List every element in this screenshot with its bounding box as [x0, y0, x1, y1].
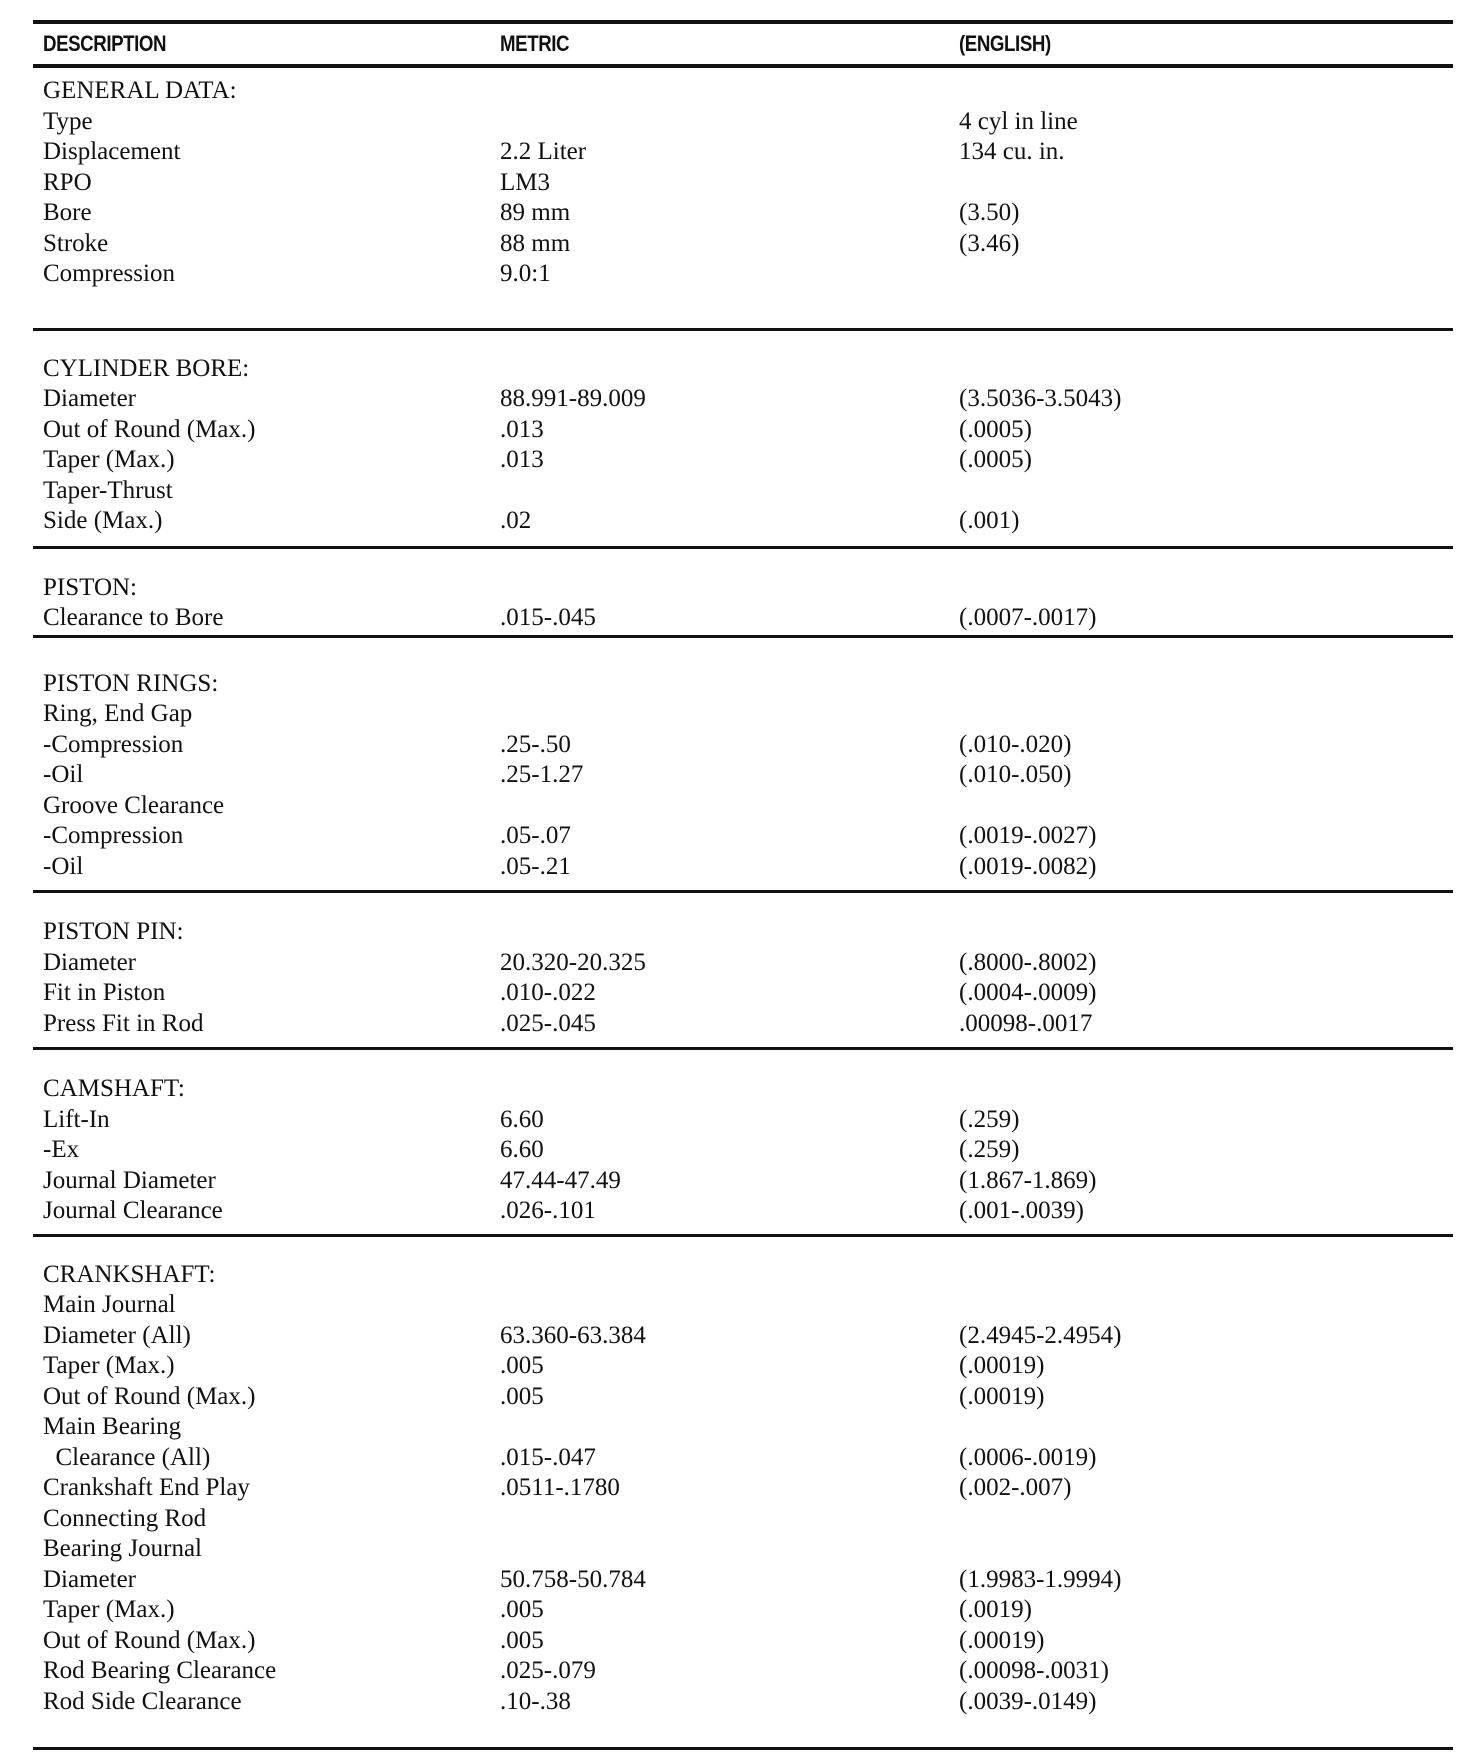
description-cell: Bearing Journal — [43, 1535, 202, 1562]
english-cell: (.0007-.0017) — [959, 604, 1097, 631]
metric-cell: 50.758-50.784 — [500, 1565, 646, 1593]
metric-cell: .02 — [500, 507, 532, 534]
spec-section — [33, 893, 1453, 1050]
metric-cell: LM3 — [500, 168, 550, 196]
description-cell: Rod Side Clearance — [43, 1687, 242, 1715]
description-cell: Ring, End Gap — [43, 700, 193, 727]
description-cell: Press Fit in Rod — [43, 1009, 204, 1037]
english-cell: (.0004-.0009) — [959, 979, 1097, 1006]
section-title-text: CAMSHAFT: — [43, 1075, 185, 1102]
english-cell: (.001) — [959, 507, 1020, 534]
metric-cell: .005 — [500, 1382, 544, 1410]
spec-section — [33, 1050, 1453, 1237]
description-cell: Taper-Thrust — [43, 476, 173, 504]
metric-cell: .013 — [500, 415, 544, 443]
description-cell: RPO — [43, 168, 92, 196]
english-cell: (.002-.007) — [959, 1474, 1072, 1501]
table-row — [33, 1565, 1453, 1596]
section-title-text: GENERAL DATA: — [43, 77, 237, 104]
description-cell: Main Bearing — [43, 1413, 182, 1440]
description-cell: Taper (Max.) — [43, 1596, 175, 1623]
section-title-text: CYLINDER BORE: — [43, 354, 250, 382]
section-title — [33, 354, 1453, 385]
table-row — [33, 107, 1453, 138]
description-cell: -Compression — [43, 730, 184, 758]
table-row — [33, 1382, 1453, 1413]
table-row — [33, 1595, 1453, 1626]
english-cell: (.259) — [959, 1136, 1020, 1163]
specifications-table — [33, 20, 1453, 1750]
english-cell: (2.4945-2.4954) — [959, 1321, 1122, 1349]
english-cell: (.010-.020) — [959, 730, 1072, 758]
metric-cell: .0511-.1780 — [500, 1474, 620, 1501]
metric-cell: 89 mm — [500, 199, 571, 226]
description-cell: Main Journal — [43, 1291, 176, 1318]
description-cell: Journal Diameter — [43, 1166, 216, 1194]
description-cell: Side (Max.) — [43, 507, 163, 534]
table-row — [33, 1412, 1453, 1443]
english-cell: (.259) — [959, 1105, 1020, 1133]
description-cell: Diameter — [43, 948, 137, 976]
english-cell: 4 cyl in line — [959, 107, 1078, 135]
metric-cell: 88 mm — [500, 229, 571, 257]
description-cell: Out of Round (Max.) — [43, 1382, 256, 1410]
table-row — [33, 137, 1453, 168]
metric-cell: 20.320-20.325 — [500, 948, 646, 976]
english-cell: (.0006-.0019) — [959, 1443, 1097, 1471]
description-cell: -Oil — [43, 761, 84, 788]
table-row — [33, 760, 1453, 791]
description-cell: Groove Clearance — [43, 791, 225, 819]
table-row — [33, 1626, 1453, 1657]
metric-cell: .015-.045 — [500, 604, 596, 631]
english-cell: (.00019) — [959, 1382, 1045, 1410]
table-row — [33, 229, 1453, 260]
table-body — [33, 68, 1453, 1750]
section-title — [33, 1074, 1453, 1105]
table-row — [33, 1009, 1453, 1040]
metric-cell: .015-.047 — [500, 1443, 596, 1471]
description-cell: Displacement — [43, 138, 181, 165]
table-row — [33, 259, 1453, 290]
description-cell: -Oil — [43, 852, 84, 880]
metric-cell: .005 — [500, 1626, 544, 1654]
table-row — [33, 415, 1453, 446]
english-cell: (3.5036-3.5043) — [959, 385, 1122, 412]
description-cell: Crankshaft End Play — [43, 1474, 250, 1501]
english-cell: (.0019-.0082) — [959, 852, 1097, 880]
metric-cell: .005 — [500, 1352, 544, 1379]
english-cell: (.001-.0039) — [959, 1197, 1084, 1224]
description-cell: Out of Round (Max.) — [43, 1626, 256, 1654]
metric-cell: .010-.022 — [500, 979, 596, 1006]
metric-cell: .026-.101 — [500, 1197, 596, 1224]
table-row — [33, 1290, 1453, 1321]
english-cell: (1.9983-1.9994) — [959, 1565, 1122, 1593]
section-title-text: CRANKSHAFT: — [43, 1260, 216, 1288]
metric-cell: .10-.38 — [500, 1687, 571, 1715]
table-row — [33, 1135, 1453, 1166]
spec-section — [33, 549, 1453, 638]
section-title — [33, 76, 1453, 107]
description-cell: Taper (Max.) — [43, 1352, 175, 1379]
table-row — [33, 1687, 1453, 1718]
metric-cell: 2.2 Liter — [500, 138, 587, 165]
header-description: DESCRIPTION — [43, 31, 167, 56]
metric-cell: .25-.50 — [500, 730, 571, 758]
table-row — [33, 978, 1453, 1009]
english-cell: (.010-.050) — [959, 761, 1072, 788]
english-cell: (.00019) — [959, 1352, 1045, 1379]
metric-cell: .025-.079 — [500, 1657, 596, 1684]
english-cell: (.00098-.0031) — [959, 1657, 1109, 1684]
section-title — [33, 917, 1453, 948]
english-cell: (1.867-1.869) — [959, 1166, 1097, 1194]
description-cell: -Ex — [43, 1136, 80, 1163]
table-row — [33, 603, 1453, 634]
spec-section — [33, 331, 1453, 549]
table-row — [33, 445, 1453, 476]
table-row — [33, 1321, 1453, 1352]
table-row — [33, 1166, 1453, 1197]
table-row — [33, 1473, 1453, 1504]
section-title — [33, 669, 1453, 700]
table-row — [33, 1534, 1453, 1565]
english-cell: (.0019-.0027) — [959, 822, 1097, 849]
english-cell: (3.50) — [959, 199, 1020, 226]
spec-section — [33, 638, 1453, 894]
table-row — [33, 476, 1453, 507]
metric-cell: 6.60 — [500, 1136, 544, 1163]
description-cell: Lift-In — [43, 1105, 110, 1133]
metric-cell: 9.0:1 — [500, 260, 551, 287]
table-row — [33, 821, 1453, 852]
spec-section — [33, 68, 1453, 331]
table-row — [33, 198, 1453, 229]
description-cell: Diameter — [43, 385, 137, 412]
table-header — [33, 20, 1453, 68]
english-cell: (3.46) — [959, 229, 1020, 257]
english-cell: (.0005) — [959, 446, 1032, 473]
table-row — [33, 1443, 1453, 1474]
english-cell: (.0019) — [959, 1596, 1032, 1623]
section-title — [33, 1260, 1453, 1291]
description-cell: Clearance to Bore — [43, 604, 224, 631]
section-title-text: PISTON RINGS: — [43, 669, 219, 697]
description-cell: Stroke — [43, 229, 109, 257]
english-cell: (.0039-.0149) — [959, 1687, 1097, 1715]
header-english: (ENGLISH) — [959, 31, 1051, 56]
english-cell: .00098-.0017 — [959, 1009, 1093, 1037]
table-row — [33, 384, 1453, 415]
english-cell: (.00019) — [959, 1626, 1045, 1654]
english-cell: 134 cu. in. — [959, 138, 1065, 165]
metric-cell: 47.44-47.49 — [500, 1166, 621, 1194]
metric-cell: .013 — [500, 446, 544, 473]
english-cell: (.8000-.8002) — [959, 948, 1097, 976]
description-cell: Type — [43, 107, 93, 135]
description-cell: Fit in Piston — [43, 979, 166, 1006]
table-row — [33, 852, 1453, 883]
metric-cell: 63.360-63.384 — [500, 1321, 646, 1349]
section-title-text: PISTON: — [43, 573, 138, 601]
table-row — [33, 730, 1453, 761]
description-cell: Compression — [43, 260, 175, 287]
description-cell: Taper (Max.) — [43, 446, 175, 473]
metric-cell: .05-.21 — [500, 852, 571, 880]
description-cell: Diameter — [43, 1565, 137, 1593]
metric-cell: .025-.045 — [500, 1009, 596, 1037]
description-cell: Rod Bearing Clearance — [43, 1657, 277, 1684]
table-row — [33, 1656, 1453, 1687]
metric-cell: .25-1.27 — [500, 761, 584, 788]
description-cell: Clearance (All) — [43, 1443, 211, 1471]
description-cell: -Compression — [43, 822, 184, 849]
description-cell: Bore — [43, 199, 92, 226]
table-row — [33, 699, 1453, 730]
section-title-text: PISTON PIN: — [43, 918, 184, 945]
metric-cell: .05-.07 — [500, 822, 571, 849]
table-row — [33, 948, 1453, 979]
description-cell: Connecting Rod — [43, 1504, 207, 1532]
description-cell: Diameter (All) — [43, 1321, 191, 1349]
header-metric: METRIC — [500, 31, 570, 56]
spec-section — [33, 1237, 1453, 1751]
metric-cell: 88.991-89.009 — [500, 385, 646, 412]
table-row — [33, 506, 1453, 537]
english-cell: (.0005) — [959, 415, 1032, 443]
description-cell: Journal Clearance — [43, 1197, 223, 1224]
description-cell: Out of Round (Max.) — [43, 415, 256, 443]
section-title — [33, 573, 1453, 604]
table-row — [33, 791, 1453, 822]
table-row — [33, 1196, 1453, 1227]
table-row — [33, 168, 1453, 199]
metric-cell: 6.60 — [500, 1105, 544, 1133]
metric-cell: .005 — [500, 1596, 544, 1623]
table-row — [33, 1504, 1453, 1535]
table-row — [33, 1351, 1453, 1382]
table-row — [33, 1105, 1453, 1136]
